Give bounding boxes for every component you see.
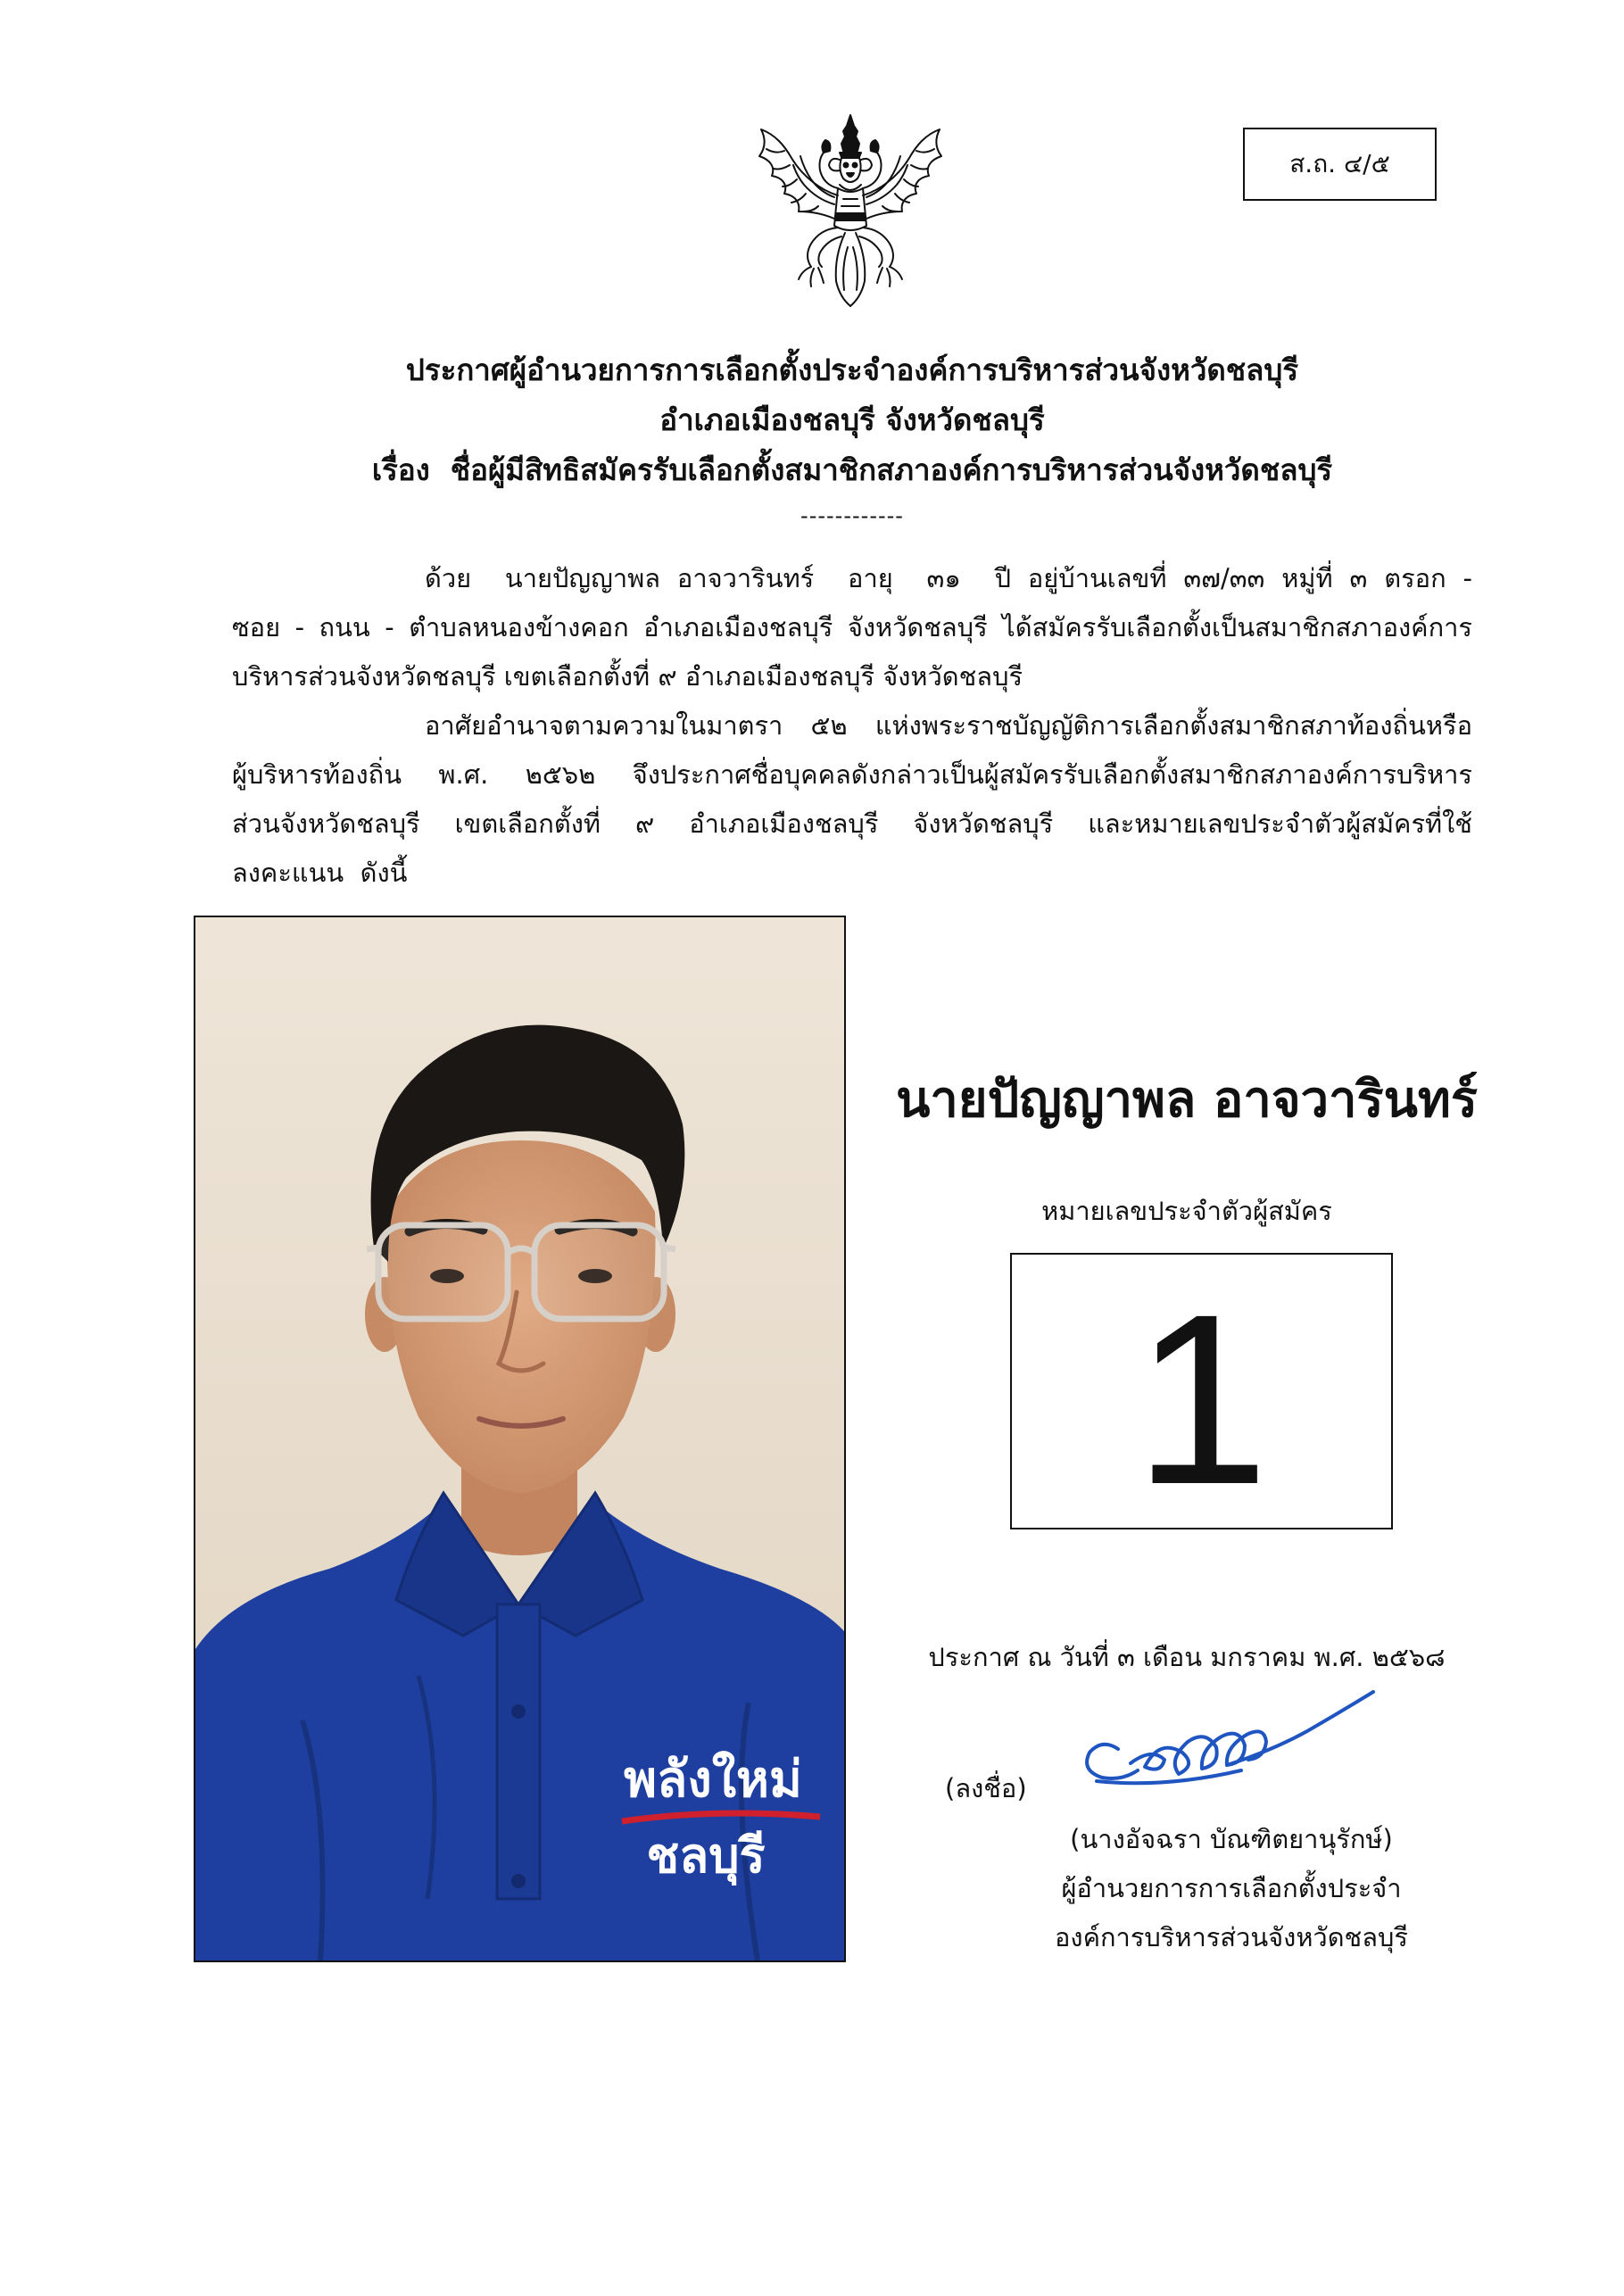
announcement-body [232,554,1472,898]
candidate-number-label: หมายเลขประจำตัวผู้สมัคร [1041,1196,1332,1226]
body-line: ด้วย นายปัญญาพล อาจวารินทร์ อายุ ๓๑ ปี อยู่บ้านเลขที่ ๓๗/๓๓ หมู่ที่ ๓ ตรอก - [425,563,1472,593]
body-line: บริหารส่วนจังหวัดชลบุรี เขตเลือกตั้งที่ ๙ อำเภอเมืองชลบุรี จังหวัดชลบุรี [232,661,1023,692]
candidate-portrait [195,917,844,1960]
garuda-icon [749,113,952,317]
candidate-number-box [1010,1253,1393,1535]
title-line: ประกาศผู้อำนวยการการเลือกตั้งประจำองค์การบริหารส่วนจังหวัดชลบุรี [405,352,1299,387]
signer-title-line: ผู้อำนวยการการเลือกตั้งประจำ [1061,1873,1402,1903]
body-line: ซอย - ถนน - ตำบลหนองข้างคอก อำเภอเมืองชลบุรี จังหวัดชลบุรี ได้สมัครรับเลือกตั้งเป็นสมาชิกสภาองค์การ [232,612,1472,642]
body-line: อาศัยอำนาจตามความในมาตรา ๕๒ แห่งพระราชบัญญัติการเลือกตั้งสมาชิกสภาท้องถิ่นหรือ [425,710,1472,741]
body-line: ส่วนจังหวัดชลบุรี เขตเลือกตั้งที่ ๙ อำเภอเมืองชลบุรี จังหวัดชลบุรี และหมายเลขประจำตัวผู้สมัครที่ใช้ [232,808,1472,839]
signed-label: (ลงชื่อ) [945,1773,1027,1803]
shirt-logo-line-1: พลังใหม่ [624,1751,802,1809]
candidate-number: 1 [1133,1264,1270,1535]
announcement-date: ประกาศ ณ วันที่ ๓ เดือน มกราคม พ.ศ. ๒๕๖๘ [928,1642,1446,1672]
candidate-photo [194,916,846,1962]
title-separator: ------------ [800,503,904,528]
body-line: ลงคะแนน ดังนี้ [232,858,408,888]
shirt-logo-line-2: ชลบุรี [646,1828,766,1884]
candidate-name: นายปัญญาพล อาจวารินทร์ [896,1071,1478,1129]
body-line: ผู้บริหารท้องถิ่น พ.ศ. ๒๕๖๒ จึงประกาศชื่อบุคคลดังกล่าวเป็นผู้สมัครรับเลือกตั้งสมาชิกสภาองค์การบริหาร [232,759,1472,790]
signature-icon [1075,1685,1379,1796]
signer-title-line: องค์การบริหารส่วนจังหวัดชลบุรี [1055,1922,1408,1952]
form-code-box: ส.ถ. ๔/๕ [1243,128,1437,201]
title-line: อำเภอเมืองชลบุรี จังหวัดชลบุรี [659,402,1045,437]
announcement-title [232,345,1472,495]
title-line: เรื่อง ชื่อผู้มีสิทธิสมัครรับเลือกตั้งสมาชิกสภาองค์การบริหารส่วนจังหวัดชลบุรี [371,452,1333,487]
garuda-emblem [749,113,952,317]
handwritten-signature [1075,1685,1379,1796]
signer-name: (นางอัจฉรา บัณฑิตยานุรักษ์) [1070,1824,1393,1854]
signer-block [1008,1815,1454,1962]
